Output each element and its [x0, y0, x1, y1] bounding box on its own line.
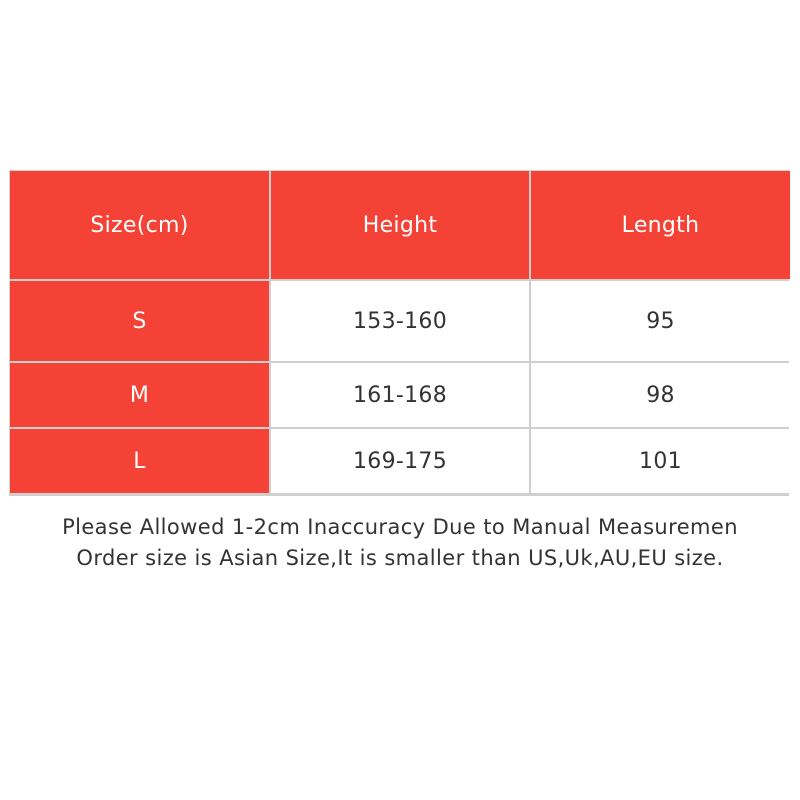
note-inaccuracy: Please Allowed 1-2cm Inaccuracy Due to Manual Measuremen — [62, 515, 738, 539]
row-s-length: 95 — [531, 281, 790, 361]
row-l-length: 101 — [531, 429, 790, 493]
size-chart-table — [9, 170, 789, 496]
row-m-height: 161-168 — [271, 363, 529, 427]
header-size: Size(cm) — [10, 171, 269, 279]
size-notes — [0, 512, 800, 574]
note-asian-size: Order size is Asian Size,It is smaller than US,Uk,AU,EU size. — [76, 546, 724, 570]
row-m-length: 98 — [531, 363, 790, 427]
row-l-height: 169-175 — [271, 429, 529, 493]
row-s-height: 153-160 — [271, 281, 529, 361]
header-length: Length — [531, 171, 790, 279]
row-m-size: M — [10, 363, 269, 427]
row-l-size: L — [10, 429, 269, 493]
row-s-size: S — [10, 281, 269, 361]
header-height: Height — [271, 171, 529, 279]
